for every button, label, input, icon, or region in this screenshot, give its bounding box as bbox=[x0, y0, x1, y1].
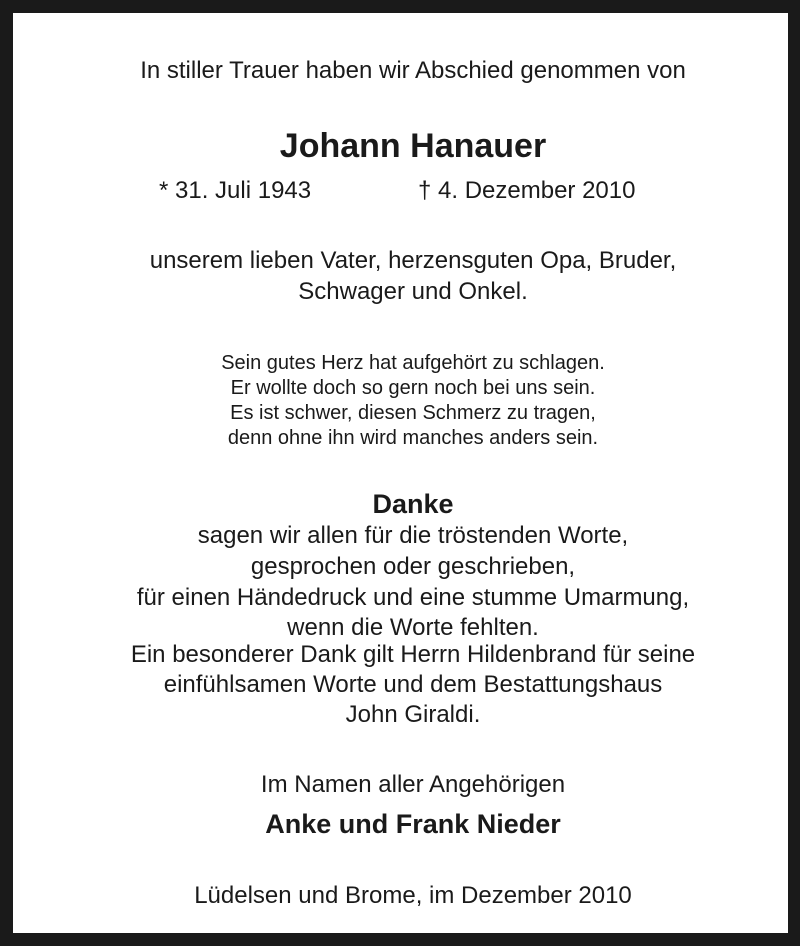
thanks-line: einfühlsamen Worte und dem Bestattungshaus bbox=[163, 671, 663, 698]
intro-text: In stiller Trauer haben wir Abschied genommen von bbox=[140, 57, 686, 84]
thanks-heading: Danke bbox=[372, 489, 454, 519]
thanks-line: sagen wir allen für die tröstenden Worte, bbox=[197, 522, 629, 549]
thanks-line: gesprochen oder geschrieben, bbox=[250, 553, 576, 580]
birth-date: * 31. Juli 1943 bbox=[159, 177, 312, 204]
death-date: † 4. Dezember 2010 bbox=[418, 177, 636, 204]
thanks-line: wenn die Worte fehlten. bbox=[287, 614, 539, 641]
place-date: Lüdelsen und Brome, im Dezember 2010 bbox=[194, 882, 632, 909]
signers: Anke und Frank Nieder bbox=[265, 809, 561, 839]
thanks-line: John Giraldi. bbox=[345, 701, 481, 728]
thanks-line: Ein besonderer Dank gilt Herrn Hildenbrand für seine bbox=[130, 641, 696, 668]
relation-line: Schwager und Onkel. bbox=[298, 278, 528, 305]
thanks-line: für einen Händedruck und eine stumme Umarmung, bbox=[136, 584, 690, 611]
deceased-name: Johann Hanauer bbox=[279, 127, 547, 165]
poem-line: Sein gutes Herz hat aufgehört zu schlagen. bbox=[221, 352, 605, 374]
on-behalf-text: Im Namen aller Angehörigen bbox=[260, 771, 566, 798]
relation-line: unserem lieben Vater, herzensguten Opa, Bruder, bbox=[149, 247, 677, 274]
poem-line: Es ist schwer, diesen Schmerz zu tragen, bbox=[230, 402, 596, 424]
life-dates bbox=[13, 176, 800, 206]
poem-line: Er wollte doch so gern noch bei uns sein. bbox=[230, 377, 596, 399]
poem-line: denn ohne ihn wird manches anders sein. bbox=[227, 427, 599, 449]
